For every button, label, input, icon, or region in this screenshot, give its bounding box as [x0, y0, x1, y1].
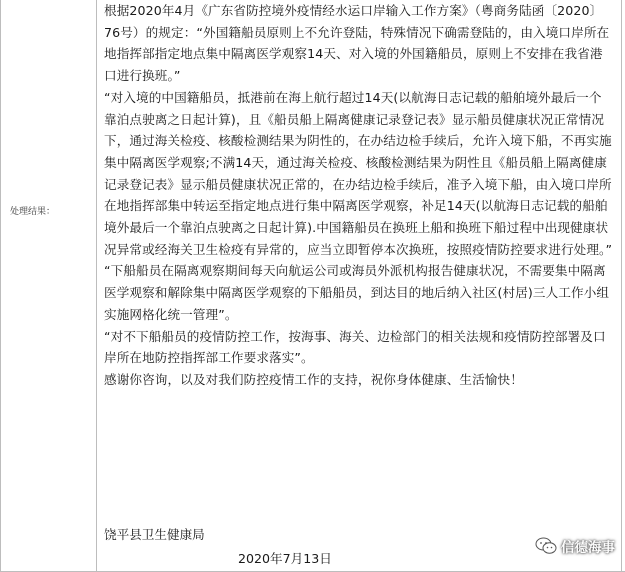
- table-column-divider: [96, 0, 97, 572]
- paragraph-1: 根据2020年4月《广东省防控境外疫情经水运口岸输入工作方案》（粤商务陆函〔2020〕76号）的规定：“外国籍船员原则上不允许登陆，特殊情况下确需登陆的，由入境口岸所在地指挥部指定地点集中隔离医学观察14天、对入境的外国籍船员，原则上不安排在我省港口进行换班。”: [104, 3, 610, 84]
- reply-content: [104, 0, 614, 391]
- watermark: [535, 536, 615, 556]
- date: 2020年7月13日: [238, 551, 332, 566]
- paragraph-3: “下船船员在隔离观察期间每天向航运公司或海员外派机构报告健康状况，不需要集中隔离医学观察和解除集中隔离医学观察的下船船员，到达目的地后纳入社区(村居)三人工作小组实施网格化统一管理”。: [104, 263, 610, 322]
- paragraph-2: “对入境的中国籍船员，抵港前在海上航行超过14天(以航海日志记载的船舶境外最后一个靠泊点驶离之日起计算)，且《船员船上隔离健康记录登记表》显示船员健康状况正常情况下，通过海关检疫、核酸检测结果为阴性的，在办结边检手续后，允许入境下船，不再实施集中隔离医学观察;不满14天，通过海关检疫、核酸检测结果为阴性且《船员船上隔离健康记录登记表》显示船员健康状况正常的，在办结边检手续后，准予入境下船，由入境口岸所在地指挥部集中转运至指定地点进行集中隔离医学观察，补足14天(以航海日志记载的船舶境外最后一个靠泊点驶离之日起计算).中国籍船员在换班上船和换班下船过程中出现健康状况异常或经海关卫生检疫有异常的，应当立即暂停本次换班，按照疫情防控要求进行处理。”: [104, 89, 613, 257]
- table-border-right: [621, 0, 622, 572]
- wechat-icon: [535, 537, 557, 555]
- table-border-left: [0, 0, 1, 572]
- row-label: 处理结果：: [10, 207, 56, 217]
- watermark-text: 信德海事: [561, 540, 615, 556]
- signature: 饶平县卫生健康局: [104, 527, 205, 542]
- paragraph-5: 感谢你咨询，以及对我们防控疫情工作的支持，祝你身体健康、生活愉快！: [104, 371, 523, 387]
- paragraph-4: “对不下船船员的疫情防控工作，按海事、海关、边检部门的相关法规和疫情防控部署及口岸所在地防控指挥部工作要求落实”。: [104, 328, 606, 366]
